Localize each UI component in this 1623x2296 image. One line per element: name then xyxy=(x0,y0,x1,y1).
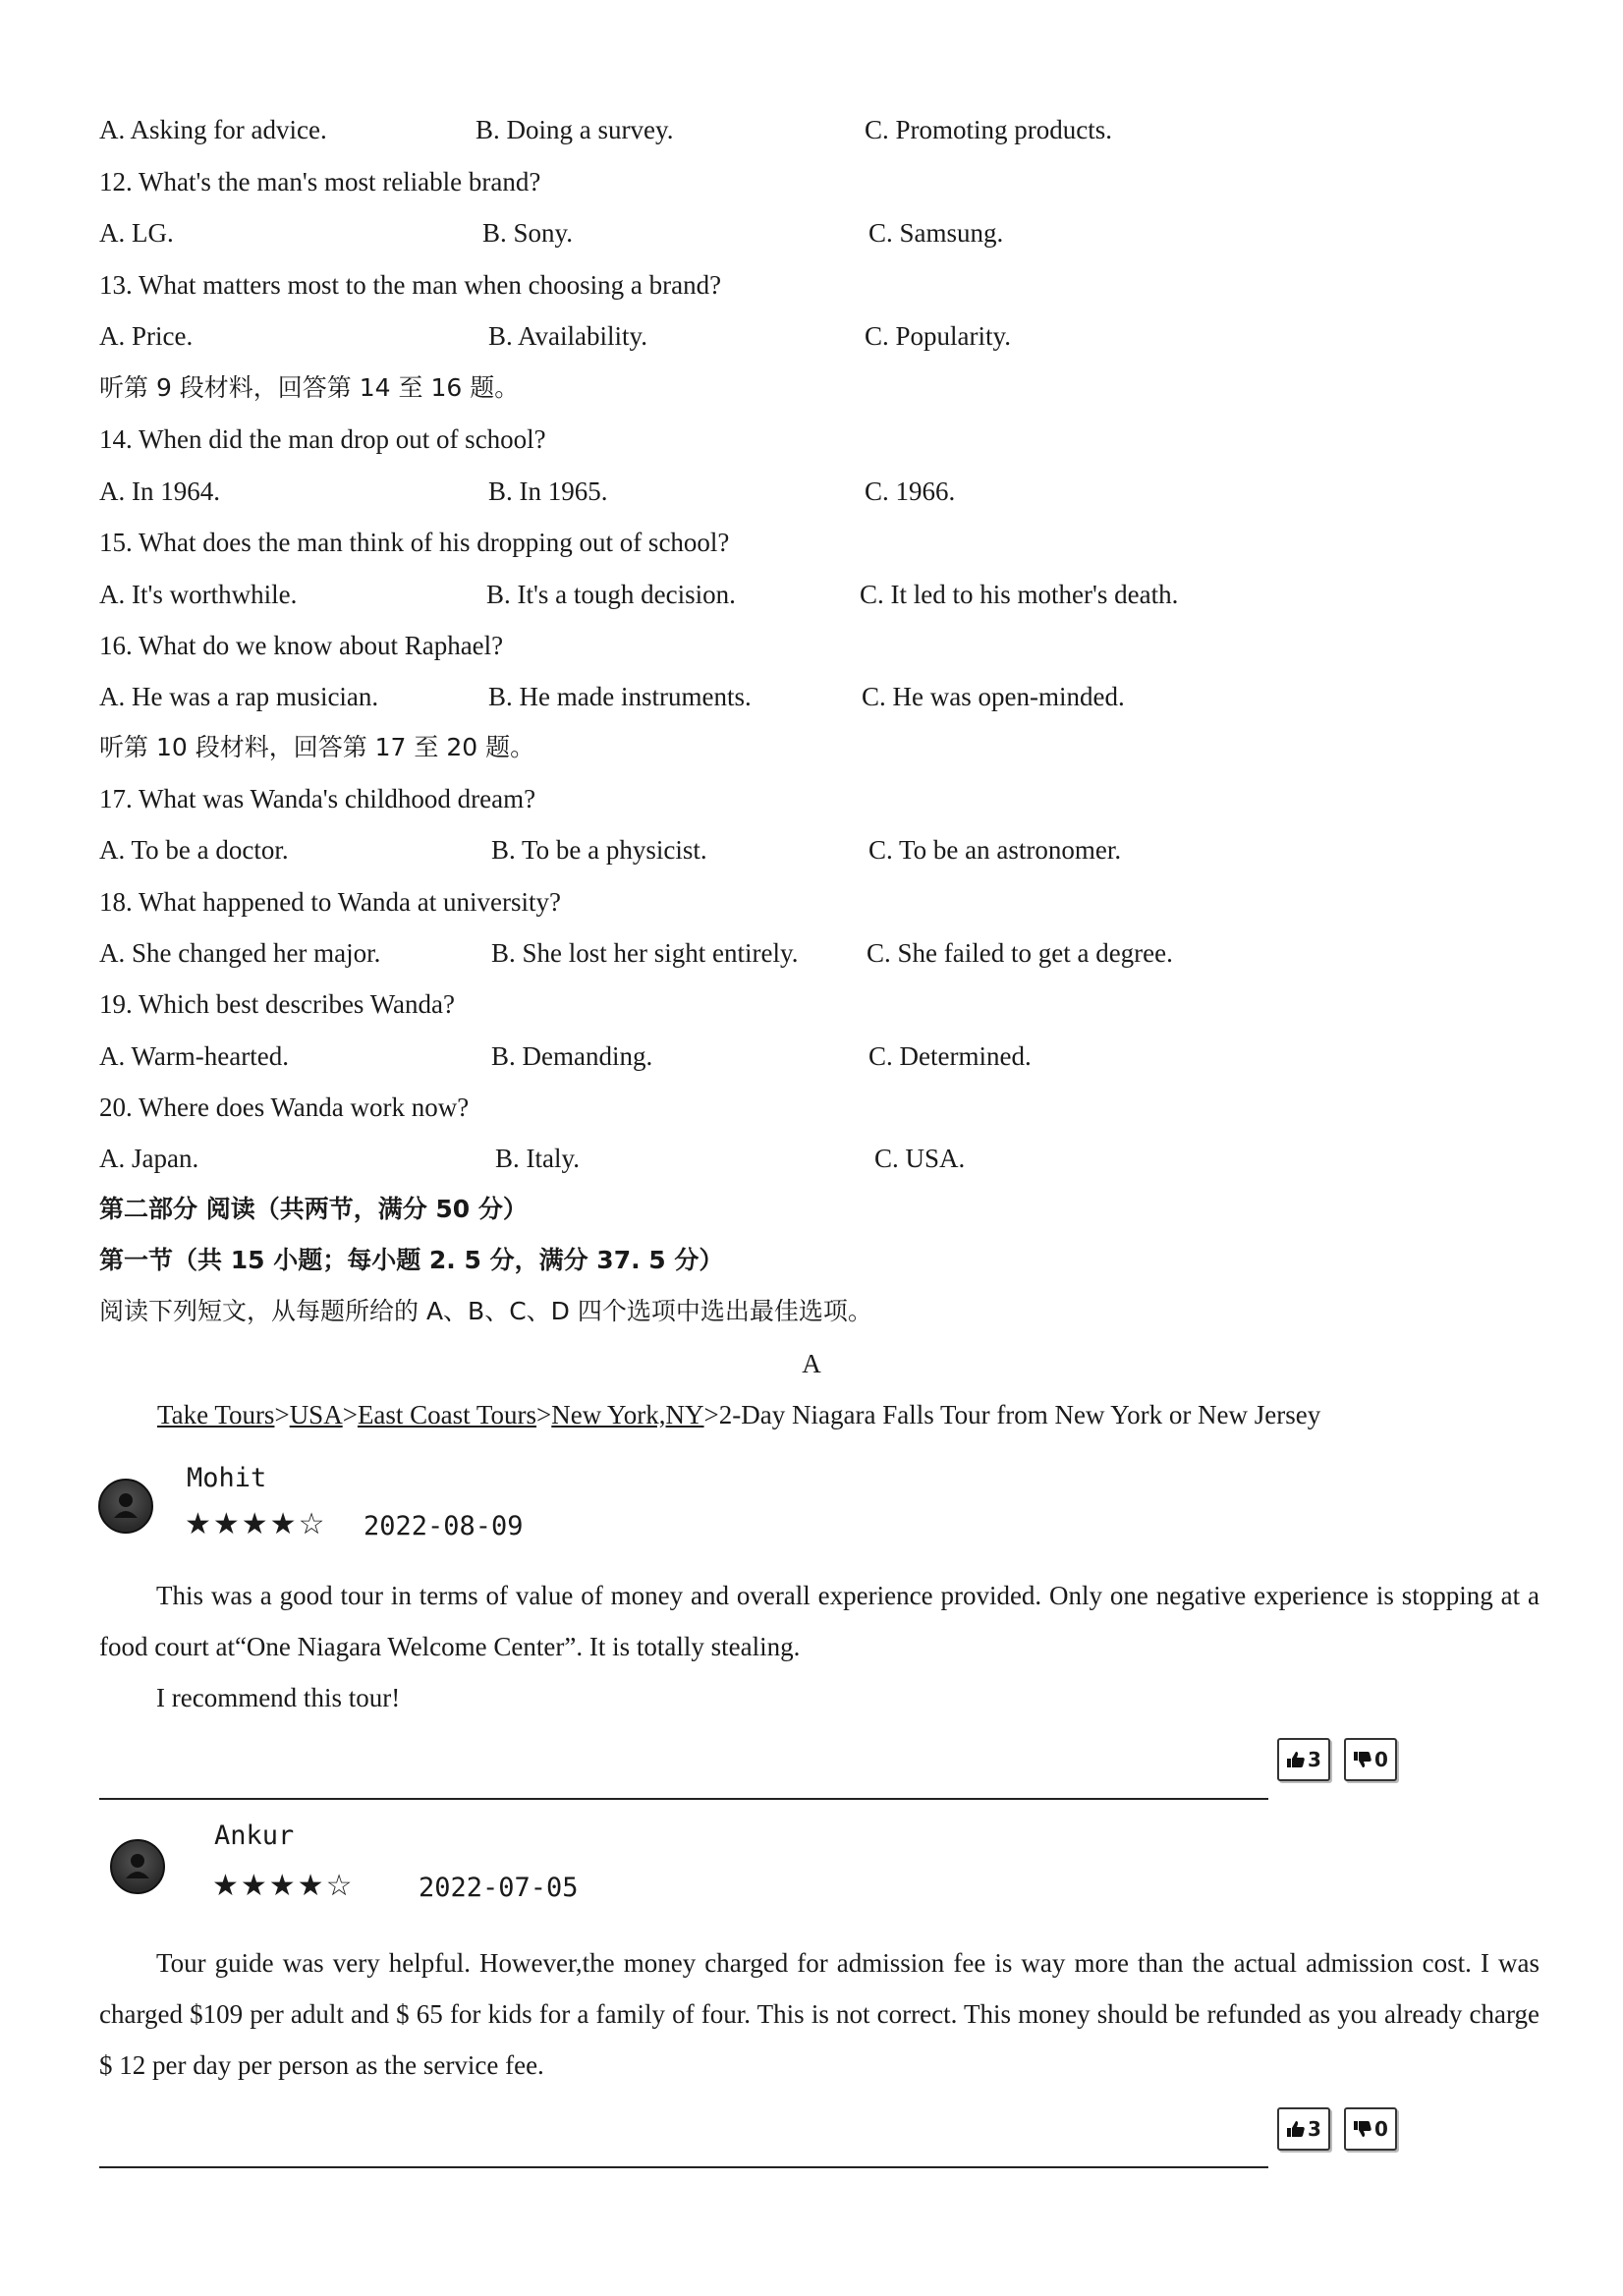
thumbs-up-icon xyxy=(1286,2120,1306,2138)
question-15: 15. What does the man think of his dropping out of school? xyxy=(99,528,730,557)
dislike-count: 0 xyxy=(1374,2117,1388,2141)
q16-option-b: B. He made instruments. xyxy=(488,682,752,711)
like-count: 3 xyxy=(1308,2117,1321,2141)
section-9-instruction: 听第 9 段材料，回答第 14 至 16 题。 xyxy=(99,373,520,402)
review-paragraph: I recommend this tour! xyxy=(156,1683,401,1712)
thumbs-up-icon xyxy=(1286,1751,1306,1768)
q18-option-a: A. She changed her major. xyxy=(99,938,381,968)
review-text xyxy=(99,1570,1539,1672)
q16-option-c: C. He was open-minded. xyxy=(862,682,1125,711)
dislike-count: 0 xyxy=(1374,1748,1388,1771)
question-12: 12. What's the man's most reliable brand? xyxy=(99,167,541,196)
q19-option-c: C. Determined. xyxy=(868,1041,1032,1071)
breadcrumb-link-usa[interactable]: USA xyxy=(289,1400,343,1429)
like-button[interactable] xyxy=(1277,1738,1330,1781)
q18-option-b: B. She lost her sight entirely. xyxy=(491,938,799,968)
q16-option-a: A. He was a rap musician. xyxy=(99,682,379,711)
section-1-heading: 第一节（共 15 小题；每小题 2. 5 分，满分 37. 5 分） xyxy=(99,1246,724,1274)
review-divider xyxy=(99,2166,1268,2168)
q14-option-b: B. In 1965. xyxy=(488,476,608,506)
star-rating: ★★★★☆ xyxy=(185,1507,327,1541)
breadcrumb xyxy=(157,1397,1320,1432)
question-20: 20. Where does Wanda work now? xyxy=(99,1092,470,1122)
q13-option-b: B. Availability. xyxy=(488,321,647,351)
part-2-heading: 第二部分 阅读（共两节，满分 50 分） xyxy=(99,1195,528,1223)
dislike-button[interactable] xyxy=(1344,2107,1397,2151)
question-16: 16. What do we know about Raphael? xyxy=(99,631,504,660)
q12-option-a: A. LG. xyxy=(99,218,174,248)
q20-option-a: A. Japan. xyxy=(99,1144,199,1173)
breadcrumb-current: 2-Day Niagara Falls Tour from New York or New Jersey xyxy=(718,1400,1321,1429)
question-13: 13. What matters most to the man when choosing a brand? xyxy=(99,270,722,300)
breadcrumb-separator: > xyxy=(342,1400,358,1429)
q13-option-a: A. Price. xyxy=(99,321,194,351)
reviewer-name: Mohit xyxy=(187,1463,267,1493)
section-10-instruction: 听第 10 段材料，回答第 17 至 20 题。 xyxy=(99,733,535,761)
review-divider xyxy=(99,1798,1268,1800)
q20-option-c: C. USA. xyxy=(874,1144,966,1173)
question-14: 14. When did the man drop out of school? xyxy=(99,424,546,454)
breadcrumb-separator: > xyxy=(703,1400,719,1429)
q13-option-c: C. Popularity. xyxy=(865,321,1012,351)
review-text xyxy=(99,1672,1539,1723)
q11-option-b: B. Doing a survey. xyxy=(476,115,674,144)
breadcrumb-link-east-coast-tours[interactable]: East Coast Tours xyxy=(357,1400,537,1429)
q20-option-b: B. Italy. xyxy=(495,1144,580,1173)
q17-option-b: B. To be a physicist. xyxy=(491,835,707,865)
q19-option-b: B. Demanding. xyxy=(491,1041,653,1071)
q17-option-a: A. To be a doctor. xyxy=(99,835,289,865)
thumbs-down-icon xyxy=(1353,2120,1372,2138)
reviewer-name: Ankur xyxy=(214,1820,295,1851)
review-paragraph: This was a good tour in terms of value of money and overall experience provided. Only one negative experience is stopping at a food court at“One Niagara Welcome Center”. It is totally stealing. xyxy=(99,1581,1539,1661)
breadcrumb-separator: > xyxy=(536,1400,552,1429)
passage-label: A xyxy=(802,1349,821,1378)
q14-option-c: C. 1966. xyxy=(865,476,956,506)
q11-option-c: C. Promoting products. xyxy=(865,115,1113,144)
breadcrumb-link-new-york[interactable]: New York,NY xyxy=(551,1400,704,1429)
like-count: 3 xyxy=(1308,1748,1321,1771)
q14-option-a: A. In 1964. xyxy=(99,476,220,506)
question-18: 18. What happened to Wanda at university? xyxy=(99,887,561,917)
review-date: 2022-08-09 xyxy=(364,1511,524,1541)
q19-option-a: A. Warm-hearted. xyxy=(99,1041,289,1071)
q15-option-c: C. It led to his mother's death. xyxy=(860,580,1179,609)
q18-option-c: C. She failed to get a degree. xyxy=(867,938,1173,968)
user-avatar-icon xyxy=(110,1839,165,1894)
like-button[interactable] xyxy=(1277,2107,1330,2151)
user-avatar-icon xyxy=(98,1479,153,1534)
dislike-button[interactable] xyxy=(1344,1738,1397,1781)
q15-option-a: A. It's worthwhile. xyxy=(99,580,298,609)
q17-option-c: C. To be an astronomer. xyxy=(868,835,1122,865)
question-17: 17. What was Wanda's childhood dream? xyxy=(99,784,536,813)
breadcrumb-link-take-tours[interactable]: Take Tours xyxy=(157,1400,275,1429)
question-19: 19. Which best describes Wanda? xyxy=(99,989,455,1019)
q15-option-b: B. It's a tough decision. xyxy=(486,580,736,609)
review-date: 2022-07-05 xyxy=(419,1873,579,1903)
q12-option-c: C. Samsung. xyxy=(868,218,1004,248)
q11-option-a: A. Asking for advice. xyxy=(99,115,327,144)
thumbs-down-icon xyxy=(1353,1751,1372,1768)
reading-instruction: 阅读下列短文，从每题所给的 A、B、C、D 四个选项中选出最佳选项。 xyxy=(99,1297,872,1325)
q12-option-b: B. Sony. xyxy=(482,218,574,248)
star-rating: ★★★★☆ xyxy=(212,1869,355,1903)
review-text xyxy=(99,1937,1539,2091)
review-paragraph: Tour guide was very helpful. However,the money charged for admission fee is way more than the actual admission cost. I was charged $109 per adult and $ 65 for kids for a family of four. This is not correct. This money should be refunded as you already charge $ 12 per day per person as the service fee. xyxy=(99,1948,1539,2080)
breadcrumb-separator: > xyxy=(274,1400,290,1429)
